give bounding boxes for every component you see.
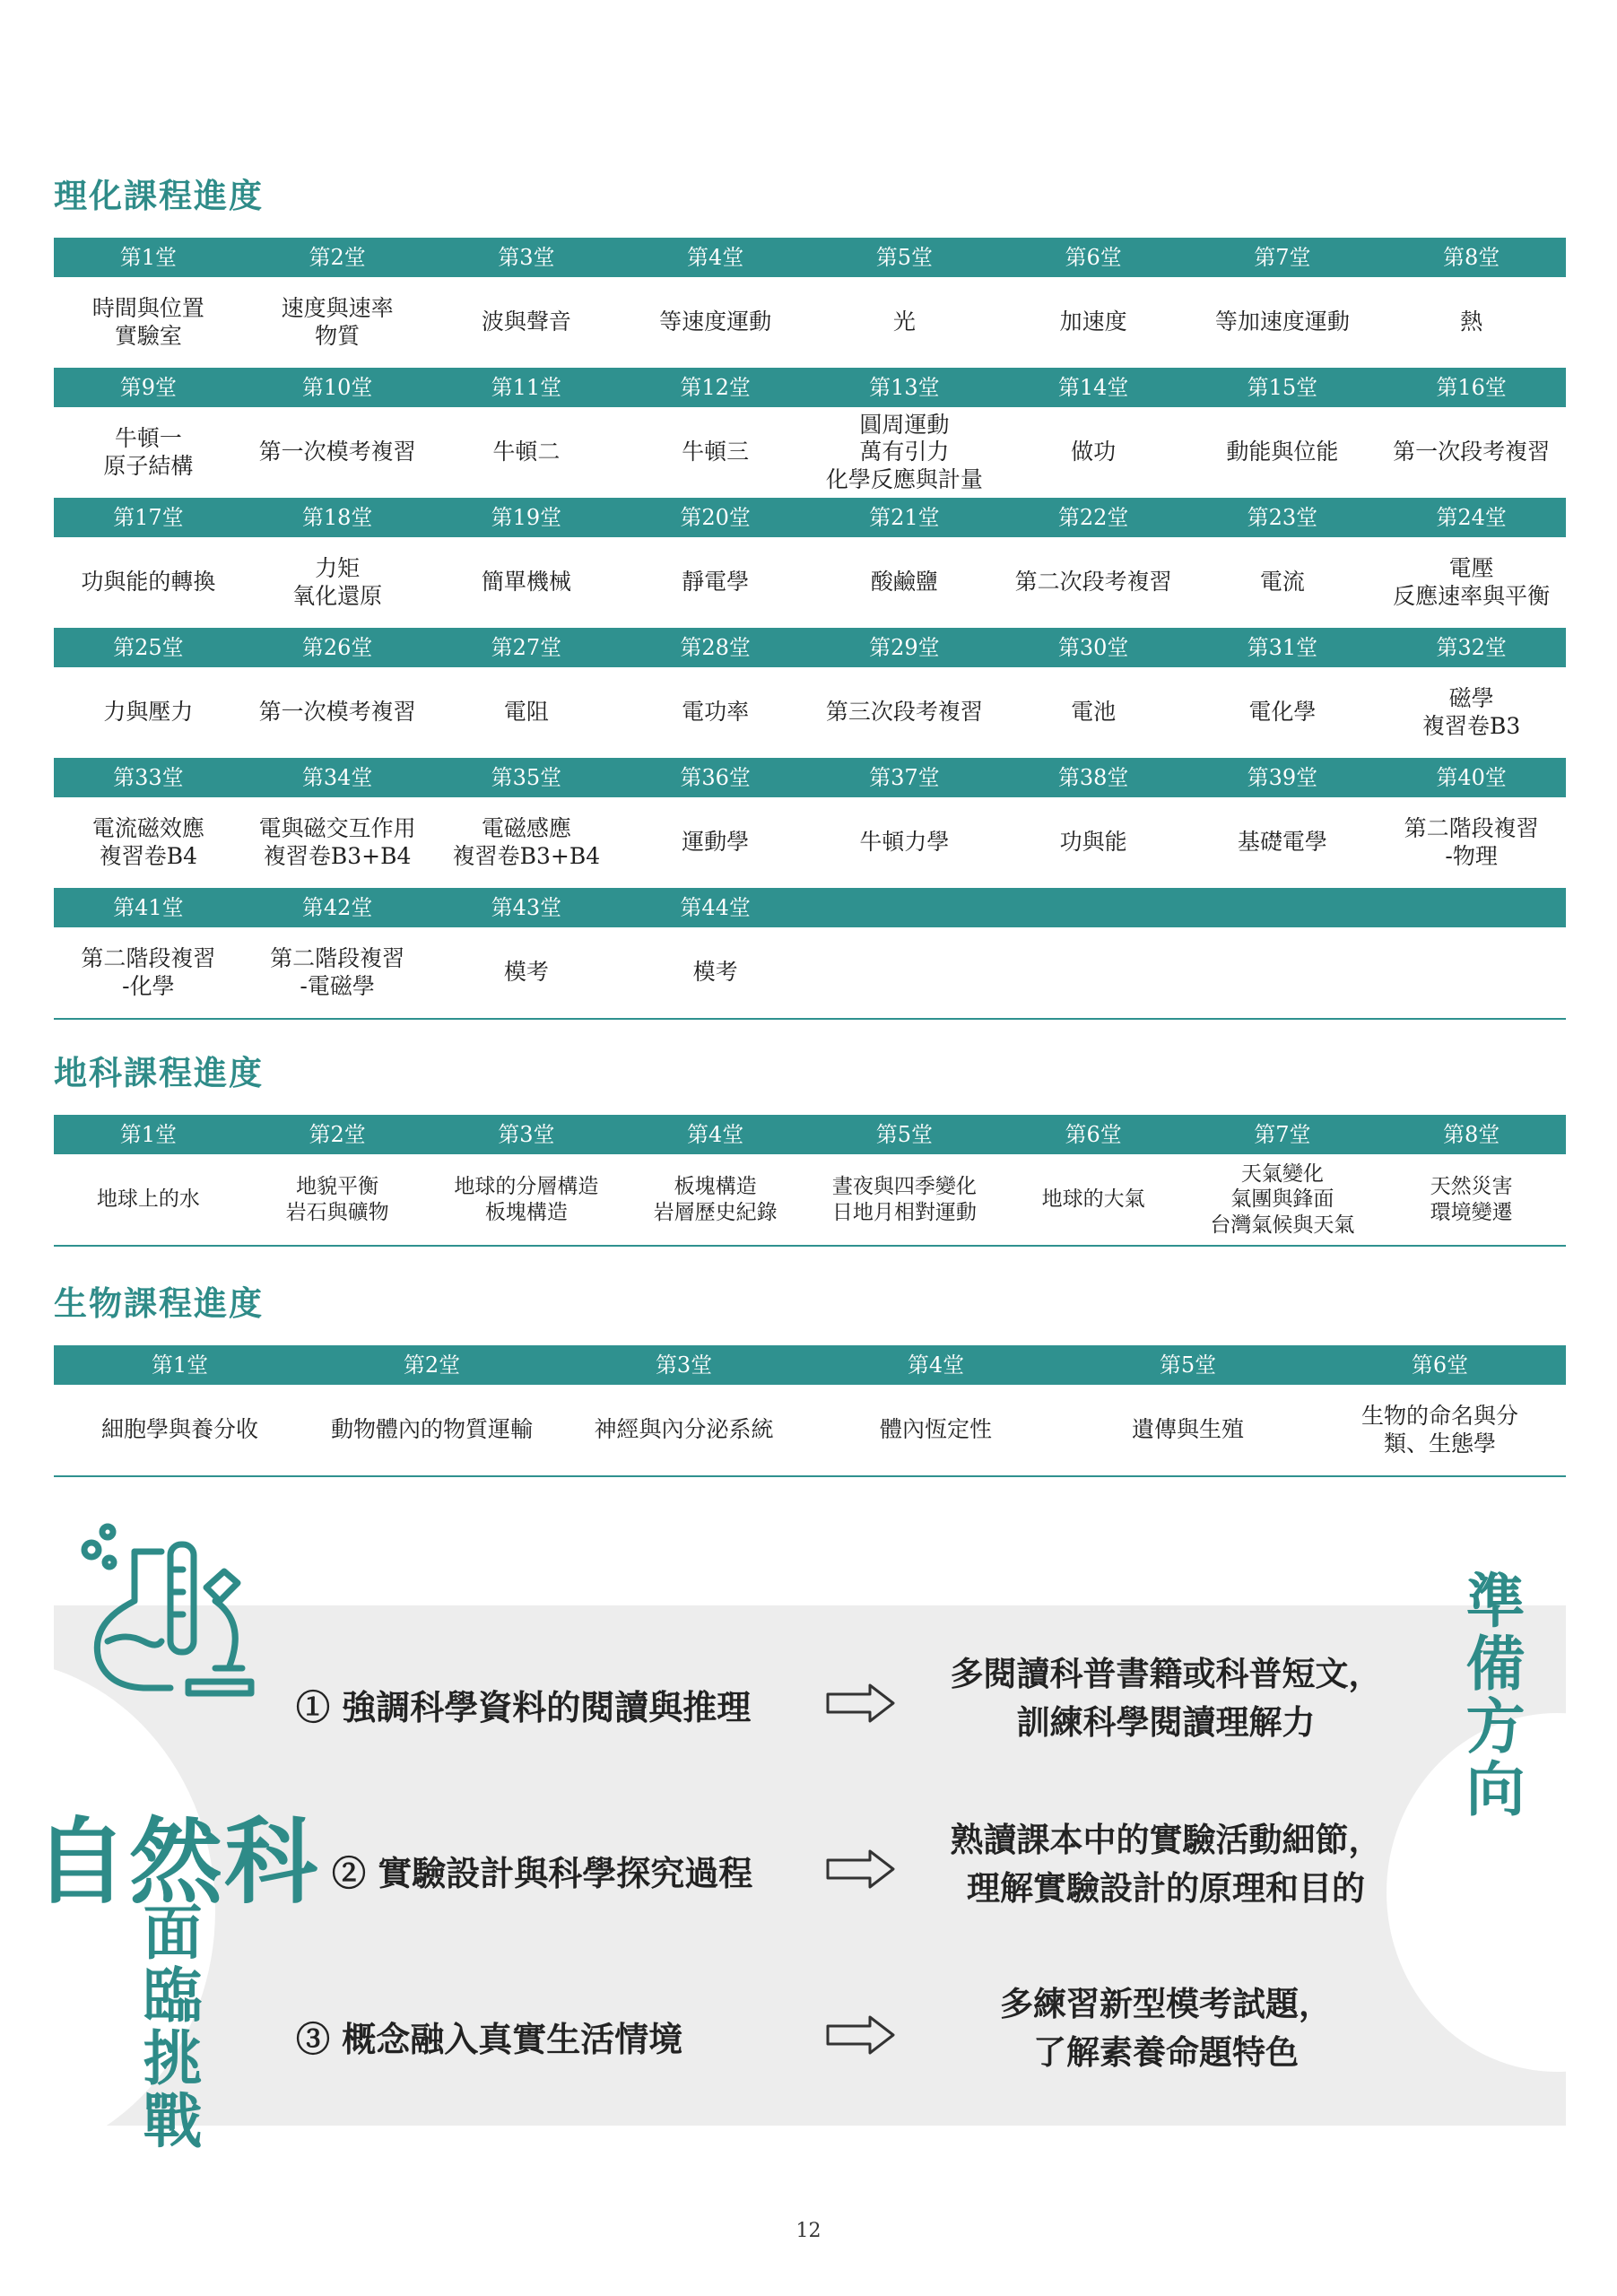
physchem-topic-cell: 等加速度運動 bbox=[1214, 309, 1350, 335]
challenge-3: ③ 概念融入真實生活情境 bbox=[296, 2019, 683, 2059]
physchem-topic-cell: 酸鹼鹽 bbox=[870, 569, 938, 596]
physchem-header-cell: 第34堂 bbox=[301, 765, 373, 790]
arrow-3-icon bbox=[825, 2013, 897, 2057]
earth-topic-cell: 地貌平衡 岩石與礦物 bbox=[285, 1175, 389, 1224]
physchem-header-cell: 第20堂 bbox=[680, 505, 751, 530]
earth-header-cell: 第6堂 bbox=[1065, 1122, 1122, 1147]
physchem-topic-cell: 光 bbox=[892, 309, 916, 335]
panel-big-title: 自然科 bbox=[34, 1806, 320, 1917]
physchem-header-cell: 第31堂 bbox=[1247, 635, 1318, 660]
physchem-header-cell: 第17堂 bbox=[113, 505, 184, 530]
physchem-header-cell: 第1堂 bbox=[119, 245, 178, 270]
physchem-topic-cell: 第二階段複習 -物理 bbox=[1404, 815, 1539, 869]
physchem-schedule bbox=[54, 238, 1566, 1020]
earth-topic-cell: 天然災害 環境變遷 bbox=[1430, 1175, 1513, 1224]
physchem-bottom-rule bbox=[54, 1018, 1566, 1020]
physchem-header-cell: 第18堂 bbox=[301, 505, 373, 530]
earth-header-cell: 第2堂 bbox=[309, 1122, 366, 1147]
physchem-header-cell: 第36堂 bbox=[680, 765, 751, 790]
physchem-header-cell: 第29堂 bbox=[869, 635, 940, 660]
bio-topic-cell: 遺傳與生殖 bbox=[1131, 1416, 1244, 1443]
physchem-header-cell: 第5堂 bbox=[875, 245, 934, 270]
physchem-topic-cell: 電化學 bbox=[1248, 699, 1317, 726]
earth-topic-cell: 地球的分層構造 板塊構造 bbox=[454, 1175, 599, 1224]
earth-topic-cell: 地球上的水 bbox=[96, 1187, 200, 1212]
physchem-header-cell: 第8堂 bbox=[1442, 245, 1500, 270]
physchem-topic-cell: 熱 bbox=[1460, 309, 1483, 335]
bio-header-cell: 第4堂 bbox=[907, 1352, 965, 1378]
physchem-topic-cell: 電壓 反應速率與平衡 bbox=[1393, 555, 1551, 609]
earth-header-cell: 第7堂 bbox=[1254, 1122, 1311, 1147]
physchem-content-row bbox=[54, 537, 1566, 628]
physchem-topic-cell: 加速度 bbox=[1059, 309, 1127, 335]
physchem-topic-cell: 第二階段複習 -電磁學 bbox=[270, 945, 405, 999]
bio-header-cell: 第6堂 bbox=[1411, 1352, 1469, 1378]
physchem-topic-cell: 功與能 bbox=[1059, 829, 1127, 856]
earth-topic-cell: 板塊構造 岩層歷史紀錄 bbox=[653, 1175, 778, 1224]
physchem-header-cell: 第12堂 bbox=[680, 375, 751, 400]
physchem-content-row bbox=[54, 407, 1566, 498]
earth-title: 地科課程進度 bbox=[54, 1054, 264, 1092]
physchem-topic-cell: 第三次段考複習 bbox=[825, 699, 983, 726]
physchem-topic-cell: 時間與位置 實驗室 bbox=[91, 295, 204, 349]
physchem-topic-cell: 牛頓一 原子結構 bbox=[103, 425, 194, 479]
physchem-header-cell: 第4堂 bbox=[686, 245, 744, 270]
physchem-header-cell bbox=[1188, 888, 1378, 927]
physchem-header-cell: 第23堂 bbox=[1247, 505, 1318, 530]
physchem-header-row bbox=[54, 498, 1566, 537]
physchem-topic-cell: 力矩 氧化還原 bbox=[292, 555, 383, 609]
physchem-topic-cell: 電池 bbox=[1071, 699, 1117, 726]
challenge-2: ② 實驗設計與科學探究過程 bbox=[332, 1853, 753, 1893]
physchem-header-cell: 第19堂 bbox=[491, 505, 562, 530]
physchem-topic-cell: 牛頓三 bbox=[682, 439, 750, 465]
bio-bottom-rule bbox=[54, 1475, 1566, 1477]
physchem-topic-cell: 基礎電學 bbox=[1237, 829, 1327, 856]
physchem-header-cell: 第30堂 bbox=[1057, 635, 1129, 660]
physchem-topic-cell: 靜電學 bbox=[682, 569, 750, 596]
physchem-header-cell: 第27堂 bbox=[491, 635, 562, 660]
physchem-topic-cell: 速度與速率 物質 bbox=[281, 295, 394, 349]
bio-header-cell: 第3堂 bbox=[655, 1352, 713, 1378]
physchem-header-cell: 第22堂 bbox=[1057, 505, 1129, 530]
physchem-header-cell: 第38堂 bbox=[1057, 765, 1129, 790]
physchem-topic-cell: 電流 bbox=[1259, 569, 1305, 596]
physchem-header-cell: 第6堂 bbox=[1065, 245, 1122, 270]
bio-topic-cell: 體內恆定性 bbox=[879, 1416, 992, 1443]
physchem-header-cell: 第25堂 bbox=[113, 635, 184, 660]
physchem-header-cell: 第35堂 bbox=[491, 765, 562, 790]
physchem-header-cell bbox=[810, 888, 999, 927]
arrow-2-icon bbox=[825, 1848, 897, 1891]
physchem-content-row bbox=[54, 277, 1566, 368]
physchem-header-cell bbox=[1377, 888, 1566, 927]
physchem-topic-cell: 第二次段考複習 bbox=[1014, 569, 1172, 596]
earth-schedule bbox=[54, 1115, 1566, 1247]
earth-topic-cell: 天氣變化 氣團與鋒面 台灣氣候與天氣 bbox=[1210, 1162, 1355, 1237]
physchem-topic-cell: 波與聲音 bbox=[481, 309, 571, 335]
physchem-topic-cell: 電功率 bbox=[682, 699, 750, 726]
physchem-header-row bbox=[54, 758, 1566, 797]
physchem-topic-cell: 第一次模考複習 bbox=[258, 439, 416, 465]
physchem-header-cell: 第44堂 bbox=[680, 895, 751, 920]
earth-header-cell: 第1堂 bbox=[119, 1122, 178, 1147]
physchem-header-cell: 第33堂 bbox=[113, 765, 184, 790]
bio-header-cell: 第5堂 bbox=[1159, 1352, 1217, 1378]
physchem-header-cell: 第15堂 bbox=[1247, 375, 1318, 400]
physchem-topic-cell: 力與壓力 bbox=[103, 699, 194, 726]
physchem-header-row bbox=[54, 368, 1566, 407]
physchem-header-cell: 第3堂 bbox=[498, 245, 555, 270]
bio-title: 生物課程進度 bbox=[54, 1284, 264, 1323]
lab-flask-microscope-icon bbox=[72, 1516, 260, 1704]
panel-left-vertical: 面臨挑戰 bbox=[133, 1901, 203, 2152]
physchem-header-cell bbox=[999, 888, 1188, 927]
physchem-content-row bbox=[54, 927, 1566, 1018]
physchem-topic-cell: 模考 bbox=[692, 959, 738, 986]
physchem-header-cell: 第39堂 bbox=[1247, 765, 1318, 790]
physchem-topic-cell: 運動學 bbox=[682, 829, 750, 856]
physchem-header-cell: 第43堂 bbox=[491, 895, 562, 920]
page-number: 12 bbox=[795, 2220, 822, 2242]
arrow-1-icon bbox=[825, 1682, 897, 1725]
physchem-header-cell: 第16堂 bbox=[1436, 375, 1507, 400]
physchem-topic-cell: 等速度運動 bbox=[659, 309, 772, 335]
physchem-topic-cell: 電與磁交互作用 複習卷B3+B4 bbox=[258, 815, 416, 869]
physchem-topic-cell: 牛頓力學 bbox=[859, 829, 950, 856]
physchem-topic-cell: 做功 bbox=[1071, 439, 1117, 465]
physchem-header-cell: 第40堂 bbox=[1436, 765, 1507, 790]
earth-bottom-rule bbox=[54, 1245, 1566, 1247]
physchem-topic-cell: 第一次模考複習 bbox=[258, 699, 416, 726]
physchem-topic-cell: 電流磁效應 複習卷B4 bbox=[91, 815, 204, 869]
direction-1: 多閱讀科普書籍或科普短文， 訓練科學閱讀理解力 bbox=[950, 1654, 1382, 1742]
earth-topic-cell: 晝夜與四季變化 日地月相對運動 bbox=[831, 1175, 977, 1224]
earth-header-cell: 第5堂 bbox=[875, 1122, 934, 1147]
bio-header-cell: 第1堂 bbox=[151, 1352, 209, 1378]
earth-header-cell: 第4堂 bbox=[686, 1122, 744, 1147]
bio-topic-cell: 細胞學與養分收 bbox=[100, 1416, 258, 1443]
physchem-content-row bbox=[54, 667, 1566, 758]
physchem-topic-cell: 第二階段複習 -化學 bbox=[81, 945, 216, 999]
bio-topic-cell: 生物的命名與分 類、生態學 bbox=[1361, 1403, 1518, 1457]
panel-right-vertical: 準備方向 bbox=[1456, 1570, 1526, 1821]
physchem-header-cell: 第21堂 bbox=[869, 505, 940, 530]
physchem-topic-cell: 圓周運動 萬有引力 化學反應與計量 bbox=[825, 411, 983, 492]
physchem-topic-cell: 動能與位能 bbox=[1226, 439, 1339, 465]
physchem-topic-cell: 第一次段考複習 bbox=[1393, 439, 1551, 465]
physchem-topic-cell: 牛頓二 bbox=[492, 439, 561, 465]
physchem-topic-cell: 磁學 複習卷B3 bbox=[1421, 685, 1521, 739]
physchem-header-row bbox=[54, 888, 1566, 927]
physchem-header-cell: 第26堂 bbox=[301, 635, 373, 660]
physchem-header-cell: 第28堂 bbox=[680, 635, 751, 660]
bio-content-row bbox=[54, 1385, 1566, 1475]
physchem-header-cell: 第24堂 bbox=[1436, 505, 1507, 530]
challenge-1: ① 強調科學資料的閱讀與推理 bbox=[296, 1687, 752, 1727]
physchem-topic-cell: 電磁感應 複習卷B3+B4 bbox=[452, 815, 601, 869]
physchem-header-cell: 第11堂 bbox=[491, 375, 562, 400]
earth-header-cell: 第3堂 bbox=[498, 1122, 555, 1147]
physchem-header-cell: 第9堂 bbox=[119, 375, 178, 400]
physchem-header-cell: 第14堂 bbox=[1057, 375, 1129, 400]
physchem-header-cell: 第10堂 bbox=[301, 375, 373, 400]
physchem-header-cell: 第41堂 bbox=[113, 895, 184, 920]
physchem-topic-cell: 功與能的轉換 bbox=[81, 569, 216, 596]
physchem-topic-cell: 模考 bbox=[503, 959, 549, 986]
earth-header-cell: 第8堂 bbox=[1442, 1122, 1500, 1147]
bio-header-cell: 第2堂 bbox=[403, 1352, 461, 1378]
physchem-header-row bbox=[54, 628, 1566, 667]
physchem-header-cell: 第13堂 bbox=[869, 375, 940, 400]
bio-header-row bbox=[54, 1345, 1566, 1385]
physchem-header-cell: 第32堂 bbox=[1436, 635, 1507, 660]
direction-3: 多練習新型模考試題， 了解素養命題特色 bbox=[1000, 1984, 1332, 2072]
physchem-header-cell: 第37堂 bbox=[869, 765, 940, 790]
bio-schedule bbox=[54, 1345, 1566, 1477]
bio-topic-cell: 動物體內的物質運輸 bbox=[330, 1416, 533, 1443]
physchem-title: 理化課程進度 bbox=[54, 177, 264, 215]
physchem-header-cell: 第7堂 bbox=[1254, 245, 1311, 270]
physchem-content-row bbox=[54, 797, 1566, 888]
physchem-topic-cell: 簡單機械 bbox=[481, 569, 571, 596]
physchem-header-cell: 第2堂 bbox=[309, 245, 366, 270]
physchem-header-cell: 第42堂 bbox=[301, 895, 373, 920]
earth-header-row bbox=[54, 1115, 1566, 1154]
physchem-header-row bbox=[54, 238, 1566, 277]
direction-2: 熟讀課本中的實驗活動細節， 理解實驗設計的原理和目的 bbox=[950, 1820, 1382, 1908]
physchem-topic-cell: 電阻 bbox=[503, 699, 549, 726]
bio-topic-cell: 神經與內分泌系統 bbox=[594, 1416, 774, 1443]
earth-content-row bbox=[54, 1154, 1566, 1245]
earth-topic-cell: 地球的大氣 bbox=[1041, 1187, 1145, 1212]
